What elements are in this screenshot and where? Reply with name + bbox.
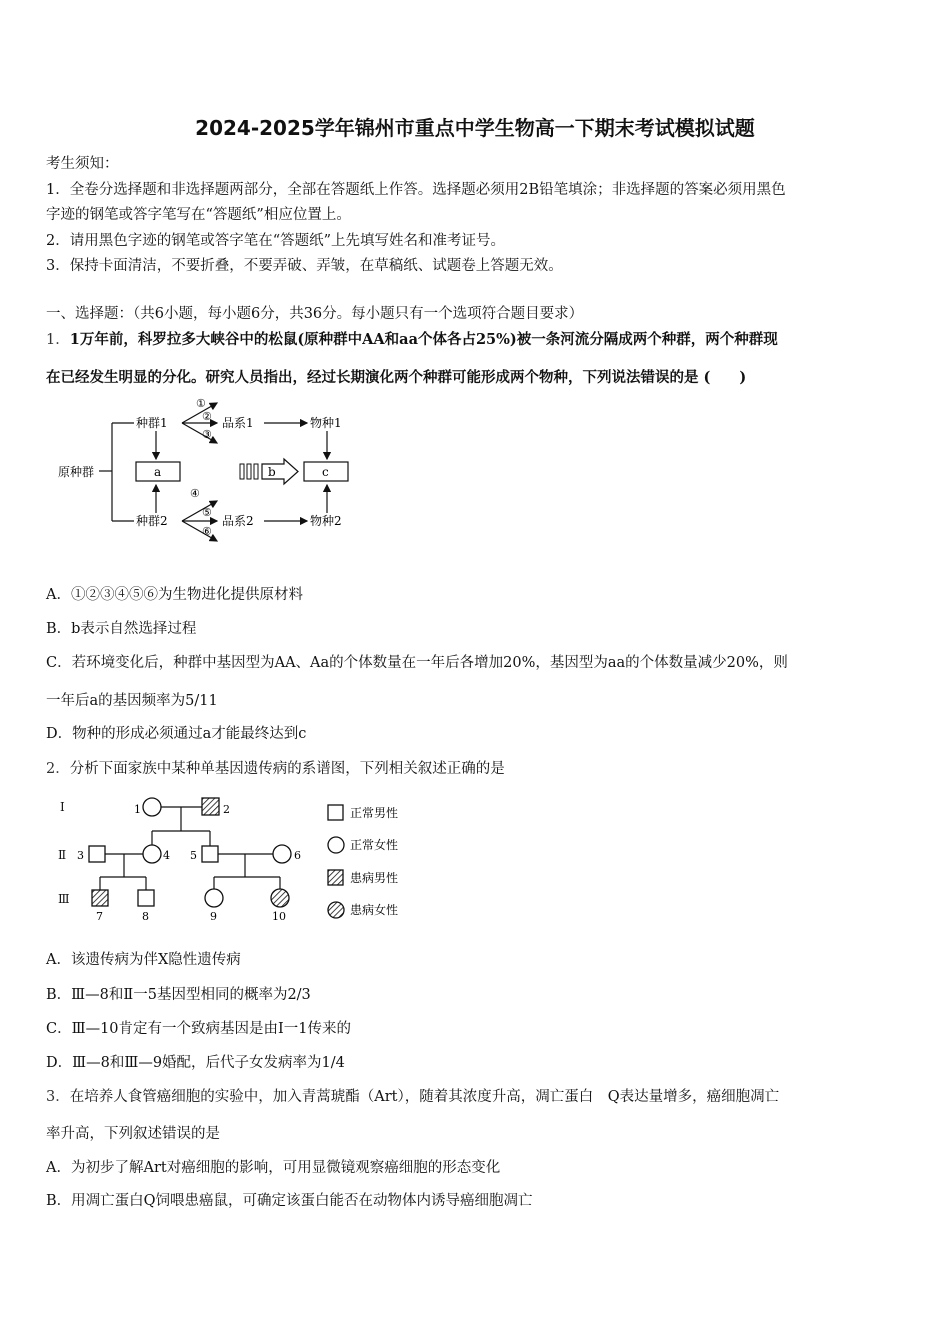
individual-6	[273, 845, 291, 863]
id-4: 4	[163, 849, 170, 862]
q2-option-a: A．该遗传病为伴X隐性遗传病	[46, 952, 241, 968]
individual-2	[202, 798, 219, 815]
q3-number: 3．	[46, 1089, 70, 1105]
pop1-label: 种群1	[136, 416, 168, 430]
individual-10	[271, 889, 289, 907]
gen-3-label: Ⅲ	[58, 892, 70, 906]
mark-1: ①	[196, 397, 206, 410]
mark-6: ⑥	[202, 525, 212, 538]
species1-label: 物种1	[310, 416, 342, 430]
mark-2: ②	[202, 410, 212, 423]
individual-8	[138, 890, 154, 906]
q3-text-1: 在培养人食管癌细胞的实验中，加入青蒿琥酯（Art），随着其浓度升高，凋亡蛋白 Q表达量增多，癌细胞凋亡	[69, 1089, 780, 1105]
q2-text: 分析下面家族中某种单基因遗传病的系谱图，下列相关叙述正确的是	[69, 761, 505, 777]
q1-number: 1．	[46, 332, 70, 348]
id-10: 10	[272, 910, 286, 923]
q2-option-c: C．Ⅲ—10肯定有一个致病基因是由Ⅰ一1传来的	[46, 1021, 351, 1037]
legend-affected-female: 患病女性	[350, 903, 399, 917]
q3-stem-line2: 率升高，下列叙述错误的是	[46, 1126, 220, 1142]
id-1: 1	[134, 803, 141, 816]
pedigree-chart	[52, 785, 422, 930]
individual-4	[143, 845, 161, 863]
mark-5: ⑤	[202, 506, 212, 519]
id-3: 3	[77, 849, 84, 862]
id-8: 8	[142, 910, 149, 923]
q1-option-c-cont: 一年后a的基因频率为5/11	[46, 693, 218, 709]
id-9: 9	[210, 910, 217, 923]
q2-option-b: B．Ⅲ—8和Ⅱ一5基因型相同的概率为2/3	[46, 987, 311, 1003]
q1-text-1: 1万年前，科罗拉多大峡谷中的松鼠(原种群中AA和aa个体各占25%)被一条河流分隔成两个种群，两个种群现	[69, 331, 778, 348]
box-b-label: b	[268, 465, 276, 479]
q2-stem	[46, 757, 505, 778]
q1-option-c: C．若环境变化后，种群中基因型为AA、Aa的个体数量在一年后各增加20%，基因型为aa的个体数量减少20%，则	[46, 655, 788, 671]
individual-7	[92, 890, 108, 906]
q3-option-b: B．用凋亡蛋白Q饲喂患癌鼠，可确定该蛋白能否在动物体内诱导癌细胞凋亡	[46, 1193, 533, 1209]
q1-stem-line1	[46, 328, 778, 349]
q3-option-a: A．为初步了解Art对癌细胞的影响，可用显微镜观察癌细胞的形态变化	[46, 1160, 501, 1176]
speciation-diagram	[52, 393, 362, 553]
legend-normal-female-icon	[328, 837, 344, 853]
notice-item-1-cont: 字迹的钢笔或答字笔写在“答题纸”相应位置上。	[46, 207, 351, 223]
notice-item-2: 2．请用黑色字迹的钢笔或答字笔在“答题纸”上先填写姓名和准考证号。	[46, 233, 506, 249]
q1-stem-line2: 在已经发生明显的分化。研究人员指出，经过长期演化两个种群可能形成两个物种，下列说法错误的是 ( )	[46, 369, 747, 386]
individual-9	[205, 889, 223, 907]
pop2-label: 种群2	[136, 514, 168, 528]
q3-stem-line1	[46, 1085, 779, 1106]
notice-item-1: 1．全卷分选择题和非选择题两部分，全部在答题纸上作答。选择题必须用2B铅笔填涂；非选择题的答案必须用黑色	[46, 182, 786, 198]
notice-heading: 考生须知：	[46, 156, 119, 172]
q1-option-a: A．①②③④⑤⑥为生物进化提供原材料	[46, 587, 303, 603]
legend-affected-male: 患病男性	[350, 871, 399, 885]
strain1-label: 品系1	[222, 416, 254, 430]
legend-normal-female: 正常女性	[350, 838, 399, 852]
mark-4: ④	[190, 487, 200, 500]
q1-option-b: B．b表示自然选择过程	[46, 621, 197, 637]
gen-1-label: Ⅰ	[60, 800, 65, 814]
legend-affected-female-icon	[328, 902, 344, 918]
individual-1	[143, 798, 161, 816]
gen-2-label: Ⅱ	[58, 848, 67, 862]
individual-3	[89, 846, 105, 862]
page-title: 2024-2025学年锦州市重点中学生物高一下期末考试模拟试题	[195, 116, 755, 140]
legend-normal-male-icon	[328, 805, 343, 820]
id-7: 7	[96, 910, 103, 923]
q2-option-d: D．Ⅲ—8和Ⅲ—9婚配，后代子女发病率为1/4	[46, 1055, 345, 1071]
species2-label: 物种2	[310, 514, 342, 528]
origin-label: 原种群	[58, 465, 95, 479]
individual-5	[202, 846, 218, 862]
strain2-label: 品系2	[222, 514, 254, 528]
q1-option-d: D．物种的形成必须通过a才能最终达到c	[46, 726, 307, 742]
box-c-label: c	[322, 465, 329, 479]
legend-normal-male: 正常男性	[350, 806, 399, 820]
box-a-label: a	[154, 465, 162, 479]
id-2: 2	[223, 803, 230, 816]
id-6: 6	[294, 849, 301, 862]
notice-item-3: 3．保持卡面清洁，不要折叠，不要弄破、弄皱，在草稿纸、试题卷上答题无效。	[46, 258, 563, 274]
section-heading: 一、选择题：（共6小题，每小题6分，共36分。每小题只有一个选项符合题目要求）	[46, 306, 584, 322]
legend-affected-male-icon	[328, 870, 343, 885]
mark-3: ③	[202, 428, 212, 441]
id-5: 5	[190, 849, 197, 862]
q2-number: 2．	[46, 761, 70, 777]
